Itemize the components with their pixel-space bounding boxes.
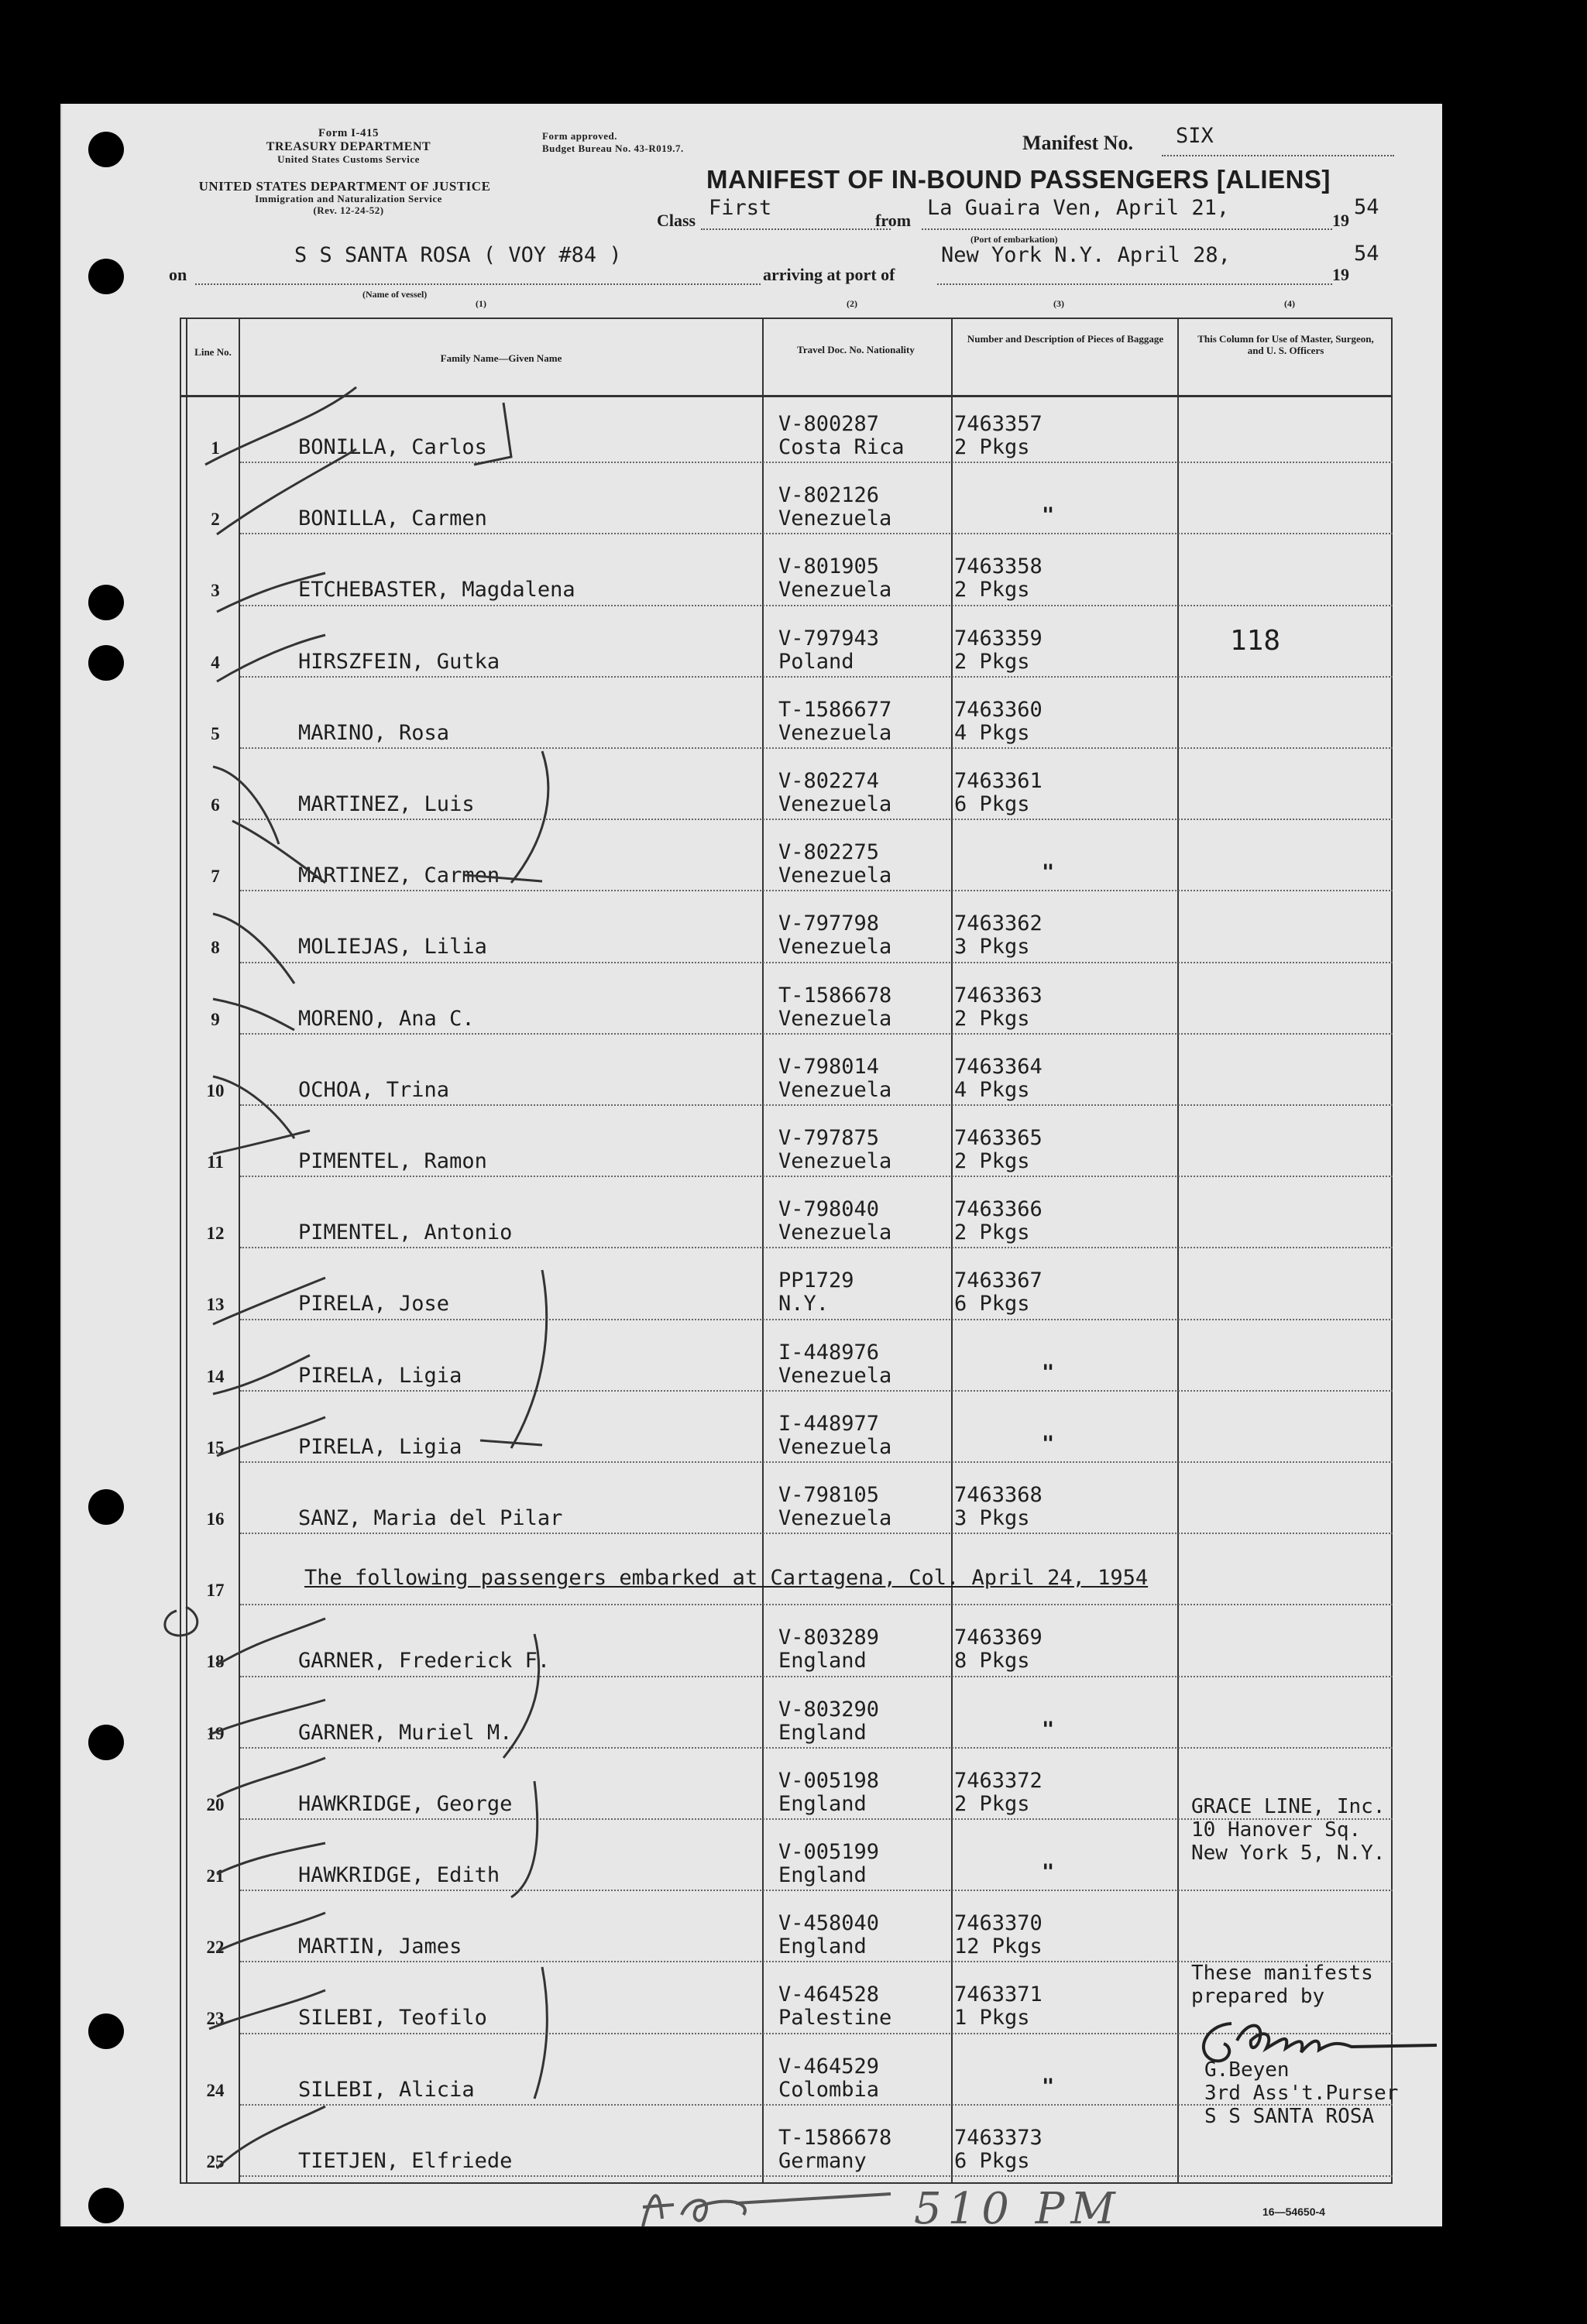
column-number-2: (2) (847, 298, 857, 309)
passenger-name: PIRELA, Ligia (298, 1363, 462, 1388)
passenger-name: PIRELA, Ligia (298, 1434, 462, 1459)
travel-doc-no: V-800287 (778, 412, 880, 436)
line-number: 6 (211, 795, 220, 815)
nationality: Venezuela (778, 792, 892, 816)
arriving-value: New York N.Y. April 28, (941, 243, 1231, 267)
baggage-pieces: 6 Pkgs (954, 1292, 1030, 1316)
baggage-number: 7463360 (954, 697, 1043, 722)
travel-doc-no: V-005198 (778, 1768, 880, 1793)
baggage-pieces: 2 Pkgs (954, 649, 1030, 674)
nationality: Venezuela (778, 1077, 892, 1102)
vessel-label: (Name of vessel) (362, 289, 428, 300)
baggage-number: 7463369 (954, 1625, 1043, 1650)
form-approved: Form approved. (542, 130, 618, 142)
nationality: Venezuela (778, 1506, 892, 1530)
header-travel-doc: Travel Doc. No. Nationality (797, 344, 915, 355)
company-address-1: 10 Hanover Sq. (1191, 1818, 1362, 1842)
baggage-pieces: 2 Pkgs (954, 578, 1030, 602)
nationality: N.Y. (778, 1292, 830, 1316)
nationality: Venezuela (778, 1006, 892, 1031)
line-number: 4 (211, 652, 220, 672)
travel-doc-no: V-798014 (778, 1054, 880, 1079)
baggage-number: 7463362 (954, 911, 1043, 936)
passenger-name: SILEBI, Alicia (298, 2077, 475, 2102)
passenger-name: ETCHEBASTER, Magdalena (298, 578, 575, 602)
travel-doc-no: I-448976 (778, 1340, 880, 1365)
nationality: Venezuela (778, 506, 892, 531)
baggage-number: 7463371 (954, 1982, 1043, 2007)
nationality: Colombia (778, 2077, 880, 2102)
baggage-number: 7463361 (954, 769, 1043, 793)
baggage-pieces: 6 Pkgs (954, 2148, 1030, 2173)
travel-doc-no: PP1729 (778, 1268, 854, 1293)
passenger-name: TIETJEN, Elfriede (298, 2148, 513, 2173)
nationality: Costa Rica (778, 435, 905, 459)
baggage-number: 7463370 (954, 1911, 1043, 1936)
passenger-name: MORENO, Ana C. (298, 1006, 475, 1031)
travel-doc-no: V-798040 (778, 1197, 880, 1222)
vessel-name: S S SANTA ROSA ( VOY #84 ) (294, 243, 622, 267)
column-number-1: (1) (476, 298, 486, 309)
passenger-name: MARTIN, James (298, 1934, 462, 1959)
line-number: 22 (206, 1938, 225, 1958)
line-number: 9 (211, 1009, 220, 1029)
travel-doc-no: V-803290 (778, 1697, 880, 1722)
line-number: 2 (211, 510, 220, 530)
travel-doc-no: V-464528 (778, 1982, 880, 2007)
class-label: Class (657, 211, 696, 230)
prepared-by-2: prepared by (1191, 1985, 1325, 2008)
nationality: Venezuela (778, 1434, 892, 1459)
arrival-year-prefix: 19 (1332, 265, 1349, 284)
passenger-name: MOLIEJAS, Lilia (298, 935, 487, 959)
nationality: Venezuela (778, 1220, 892, 1245)
travel-doc-no: V-798105 (778, 1483, 880, 1507)
line-number: 13 (206, 1295, 225, 1315)
baggage-number: 7463358 (954, 554, 1043, 579)
customs-service: United States Customs Service (277, 153, 420, 165)
line-number: 16 (206, 1509, 225, 1529)
nationality: Poland (778, 649, 854, 674)
line-number: 21 (206, 1866, 225, 1886)
line-number: 12 (206, 1224, 225, 1244)
baggage-pieces: 8 Pkgs (954, 1649, 1030, 1673)
baggage-pieces: 4 Pkgs (954, 720, 1030, 745)
travel-doc-no: V-802274 (778, 769, 880, 793)
manifest-title: MANIFEST OF IN-BOUND PASSENGERS [ALIENS] (706, 165, 1331, 194)
on-label: on (169, 265, 187, 284)
travel-doc-no: V-803289 (778, 1625, 880, 1650)
nationality: England (778, 1720, 867, 1745)
port-embark-label: (Port of embarkation) (970, 234, 1058, 245)
line-number: 8 (211, 938, 220, 958)
from-label: from (875, 211, 912, 230)
nationality: England (778, 1649, 867, 1673)
nationality: England (778, 1791, 867, 1816)
column-number-3: (3) (1053, 298, 1064, 309)
baggage-pieces: 3 Pkgs (954, 935, 1030, 959)
baggage-ditto: " (1042, 1860, 1055, 1884)
passenger-name: BONILLA, Carlos (298, 435, 487, 459)
line-number: 23 (206, 2009, 225, 2029)
baggage-pieces: 2 Pkgs (954, 1149, 1030, 1173)
header-name: Family Name—Given Name (440, 352, 562, 364)
nationality: Venezuela (778, 1363, 892, 1388)
prepared-by-1: These manifests (1191, 1962, 1373, 1985)
baggage-number: 7463359 (954, 626, 1043, 651)
passenger-name: GARNER, Frederick F. (298, 1649, 551, 1673)
travel-doc-no: V-802126 (778, 483, 880, 508)
baggage-pieces: 4 Pkgs (954, 1077, 1030, 1102)
line-number: 14 (206, 1366, 225, 1386)
baggage-ditto: " (1042, 860, 1055, 885)
nationality: Venezuela (778, 935, 892, 959)
baggage-ditto: " (1042, 2074, 1055, 2099)
cartagena-note: The following passengers embarked at Cartagena, Col. April 24, 1954 (304, 1566, 1149, 1590)
from-value: La Guaira Ven, April 21, (927, 196, 1230, 220)
nationality: England (778, 1934, 867, 1959)
line-number: 17 (206, 1581, 225, 1601)
baggage-pieces: 1 Pkgs (954, 2006, 1030, 2030)
baggage-pieces: 3 Pkgs (954, 1506, 1030, 1530)
passenger-name: MARINO, Rosa (298, 720, 450, 745)
passenger-name: SANZ, Maria del Pilar (298, 1506, 563, 1530)
passenger-name: HAWKRIDGE, George (298, 1791, 513, 1816)
travel-doc-no: T-1586677 (778, 697, 892, 722)
baggage-number: 7463364 (954, 1054, 1043, 1079)
company-address-2: New York 5, N.Y. (1191, 1842, 1386, 1865)
from-year: 54 (1354, 195, 1379, 219)
nationality: Germany (778, 2148, 867, 2173)
baggage-ditto: " (1042, 1431, 1055, 1456)
passenger-name: PIMENTEL, Ramon (298, 1149, 487, 1173)
line-number: 5 (211, 723, 220, 743)
nationality: Venezuela (778, 720, 892, 745)
ins-service: Immigration and Naturalization Service (255, 193, 442, 204)
arrival-year: 54 (1354, 242, 1379, 266)
travel-doc-no: V-802275 (778, 840, 880, 865)
officer-note-118: 118 (1230, 625, 1281, 657)
baggage-pieces: 6 Pkgs (954, 792, 1030, 816)
baggage-number: 7463366 (954, 1197, 1043, 1222)
handwritten-time: 510 PM (914, 2184, 1122, 2234)
baggage-number: 7463365 (954, 1126, 1043, 1150)
baggage-number: 7463357 (954, 412, 1043, 436)
column-number-4: (4) (1284, 298, 1295, 309)
baggage-ditto: " (1042, 503, 1055, 528)
line-number: 15 (206, 1437, 225, 1457)
header-baggage: Number and Description of Pieces of Baggage (967, 333, 1164, 345)
justice-dept: UNITED STATES DEPARTMENT OF JUSTICE (198, 179, 491, 194)
passenger-name: PIMENTEL, Antonio (298, 1220, 513, 1245)
line-number: 19 (206, 1723, 225, 1743)
line-number: 10 (206, 1080, 225, 1100)
arriving-label: arriving at port of (763, 265, 895, 284)
passenger-name: GARNER, Muriel M. (298, 1720, 513, 1745)
nationality: Palestine (778, 2006, 892, 2030)
purser-name: G.Beyen (1204, 2058, 1290, 2082)
line-number: 18 (206, 1652, 225, 1672)
nationality: England (778, 1863, 867, 1887)
travel-doc-no: V-797798 (778, 911, 880, 936)
baggage-number: 7463372 (954, 1768, 1043, 1793)
form-footer-code: 16—54650-4 (1262, 2206, 1325, 2218)
manifest-no-label: Manifest No. (1022, 132, 1133, 154)
nationality: Venezuela (778, 1149, 892, 1173)
passenger-name: MARTINEZ, Luis (298, 792, 475, 816)
form-revision: (Rev. 12-24-52) (313, 204, 384, 216)
baggage-pieces: 2 Pkgs (954, 1006, 1030, 1031)
class-value: First (709, 196, 772, 220)
baggage-number: 7463368 (954, 1483, 1043, 1507)
passenger-name: MARTINEZ, Carmen (298, 863, 500, 888)
purser-title: 3rd Ass't.Purser (1204, 2082, 1399, 2105)
line-number: 20 (206, 1794, 225, 1814)
travel-doc-no: V-464529 (778, 2054, 880, 2079)
baggage-pieces: 2 Pkgs (954, 1791, 1030, 1816)
line-number: 11 (207, 1152, 224, 1172)
passenger-name: BONILLA, Carmen (298, 506, 487, 531)
line-number: 3 (211, 581, 220, 601)
travel-doc-no: I-448977 (778, 1411, 880, 1436)
passenger-name: HAWKRIDGE, Edith (298, 1863, 500, 1887)
form-number: Form I-415 (318, 127, 379, 139)
travel-doc-no: V-797875 (778, 1126, 880, 1150)
budget-bureau: Budget Bureau No. 43-R019.7. (542, 142, 684, 154)
travel-doc-no: T-1586678 (778, 2125, 892, 2150)
header-line-no: Line No. (194, 346, 232, 358)
travel-doc-no: V-005199 (778, 1840, 880, 1864)
baggage-ditto: " (1042, 1717, 1055, 1742)
travel-doc-no: V-458040 (778, 1911, 880, 1936)
baggage-pieces: 2 Pkgs (954, 1220, 1030, 1245)
header-officers: This Column for Use of Master, Surgeon, and U. S. Officers (1197, 333, 1374, 356)
nationality: Venezuela (778, 863, 892, 888)
company-name: GRACE LINE, Inc. (1191, 1795, 1386, 1818)
passenger-name: SILEBI, Teofilo (298, 2006, 487, 2030)
manifest-no-value: SIX (1176, 124, 1214, 148)
purser-vessel: S S SANTA ROSA (1204, 2105, 1375, 2128)
baggage-ditto: " (1042, 1360, 1055, 1385)
baggage-pieces: 12 Pkgs (954, 1934, 1043, 1959)
line-number: 1 (211, 438, 220, 458)
travel-doc-no: T-1586678 (778, 983, 892, 1008)
passenger-name: HIRSZFEIN, Gutka (298, 649, 500, 674)
line-number: 25 (206, 2151, 225, 2171)
baggage-pieces: 2 Pkgs (954, 435, 1030, 459)
baggage-number: 7463373 (954, 2125, 1043, 2150)
baggage-number: 7463363 (954, 983, 1043, 1008)
line-number: 7 (211, 867, 220, 887)
passenger-name: OCHOA, Trina (298, 1077, 450, 1102)
baggage-number: 7463367 (954, 1268, 1043, 1293)
nationality: Venezuela (778, 578, 892, 602)
line-number: 24 (206, 2080, 225, 2100)
from-year-prefix: 19 (1332, 211, 1349, 230)
travel-doc-no: V-801905 (778, 554, 880, 579)
passenger-name: PIRELA, Jose (298, 1292, 450, 1316)
treasury-dept: TREASURY DEPARTMENT (266, 140, 431, 153)
travel-doc-no: V-797943 (778, 626, 880, 651)
